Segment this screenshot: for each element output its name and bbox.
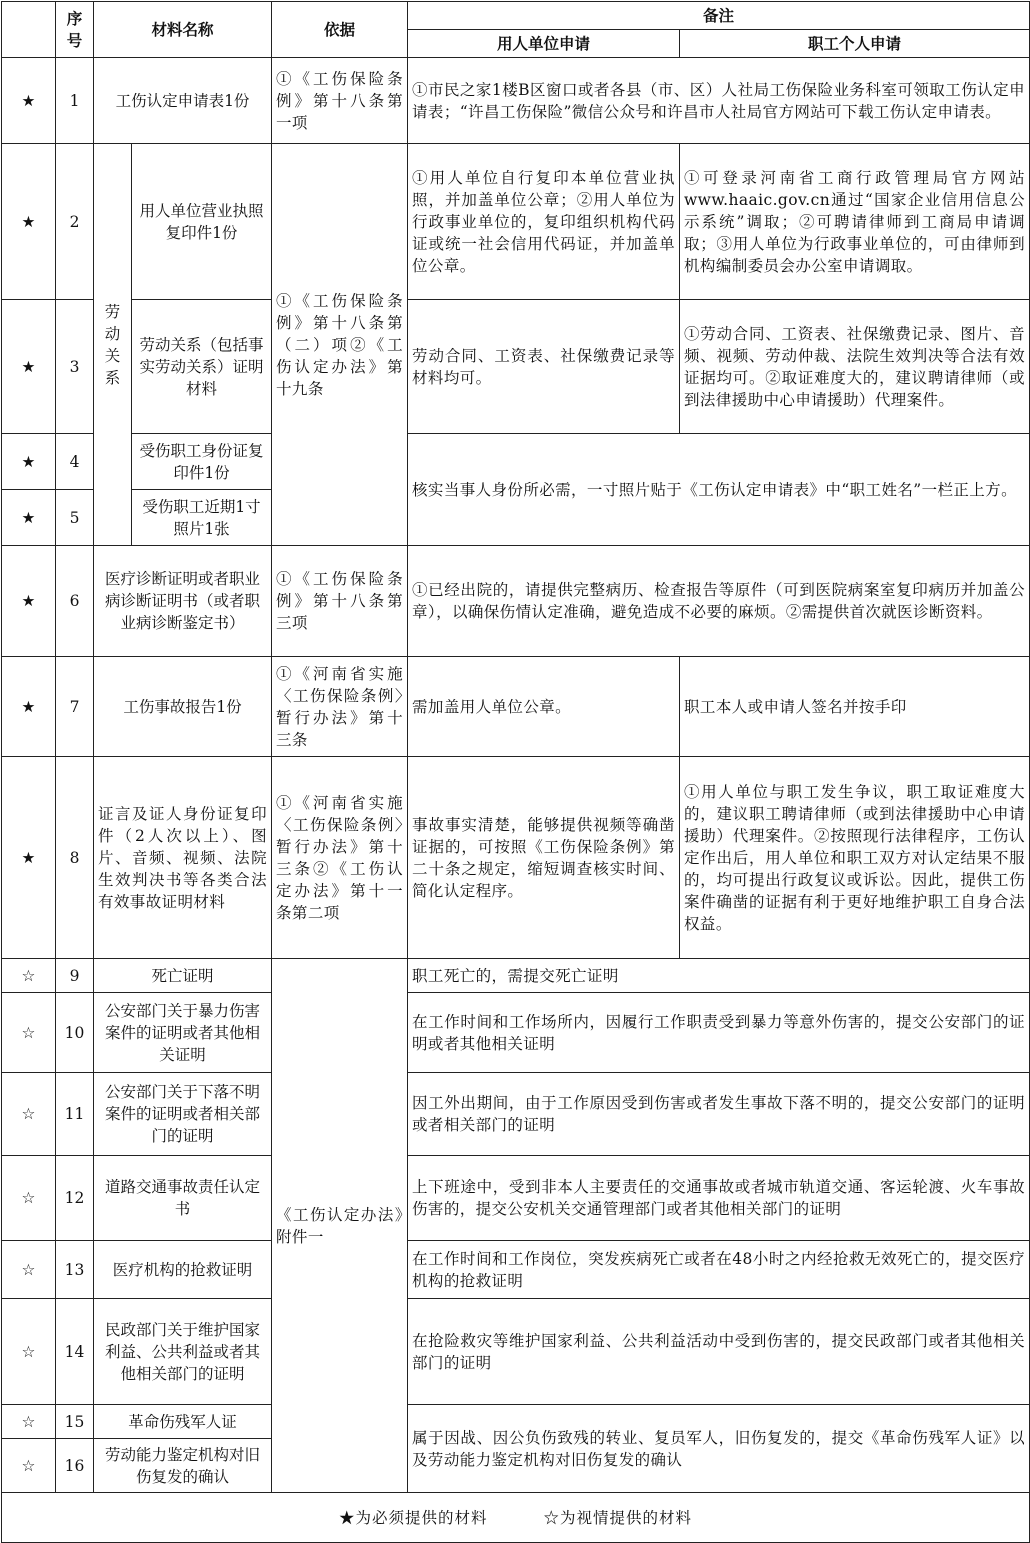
employer-remark: 需加盖用人单位公章。: [408, 657, 680, 757]
material-name: 死亡证明: [94, 959, 272, 993]
remark-cell: ①已经出院的，请提供完整病历、检查报告等原件（可到医院病案室复印病历并加盖公章），以确保伤情认定准确，避免造成不必要的麻烦。②需提供首次就医诊断资料。: [408, 546, 1030, 657]
optional-star-icon: ☆: [2, 1073, 56, 1156]
basis-cell: ①《工伤保险条例》第十八条第一项: [272, 58, 408, 144]
row-number: 2: [56, 144, 94, 300]
basis-cell: ①《河南省实施〈工伤保险条例〉暂行办法》第十三条: [272, 657, 408, 757]
row-number: 1: [56, 58, 94, 144]
material-name: 工伤事故报告1份: [94, 657, 272, 757]
table-row: [2, 757, 1030, 959]
table-row: [2, 1299, 1030, 1405]
required-star-icon: ★: [2, 757, 56, 959]
header-basis: 依据: [272, 2, 408, 58]
material-name: 医疗诊断证明或者职业病诊断证明书（或者职业病诊断鉴定书）: [94, 546, 272, 657]
required-star-icon: ★: [2, 546, 56, 657]
row-number: 5: [56, 490, 94, 546]
labor-relation-group-label: 劳动关系: [94, 144, 132, 546]
required-star-icon: ★: [2, 300, 56, 434]
employer-remark: 劳动合同、工资表、社保缴费记录等材料均可。: [408, 300, 680, 434]
material-name: 公安部门关于暴力伤害案件的证明或者其他相关证明: [94, 993, 272, 1073]
row-number: 12: [56, 1156, 94, 1241]
table-row: [2, 1405, 1030, 1439]
remark-cell: 在工作时间和工作场所内，因履行工作职责受到暴力等意外伤害的，提交公安部门的证明或者其他相关证明: [408, 993, 1030, 1073]
legend-optional: ☆为视情提供的材料: [543, 1508, 693, 1527]
row-number: 9: [56, 959, 94, 993]
optional-star-icon: ☆: [2, 1241, 56, 1299]
material-name: 受伤职工身份证复印件1份: [132, 434, 272, 490]
row-number: 3: [56, 300, 94, 434]
optional-star-icon: ☆: [2, 1439, 56, 1493]
material-name: 受伤职工近期1寸照片1张: [132, 490, 272, 546]
basis-cell: 《工伤认定办法》附件一: [272, 959, 408, 1493]
material-name: 用人单位营业执照复印件1份: [132, 144, 272, 300]
row-number: 15: [56, 1405, 94, 1439]
row-number: 6: [56, 546, 94, 657]
remark-cell: 因工外出期间，由于工作原因受到伤害或者发生事故下落不明的，提交公安部门的证明或者相关部门的证明: [408, 1073, 1030, 1156]
table-row: [2, 1241, 1030, 1299]
material-name: 公安部门关于下落不明案件的证明或者相关部门的证明: [94, 1073, 272, 1156]
table-row: [2, 993, 1030, 1073]
employee-remark: ①可登录河南省工商行政管理局官方网站www.haaic.gov.cn通过“国家企业信用信息公示系统”调取；②可聘请律师到工商局申请调取；③用人单位为行政事业单位的，可由律师到机构编制委员会办公室申请调取。: [680, 144, 1030, 300]
remark-cell: ①市民之家1楼B区窗口或者各县（市、区）人社局工伤保险业务科室可领取工伤认定申请表；“许昌工伤保险”微信公众号和许昌市人社局官方网站可下载工伤认定申请表。: [408, 58, 1030, 144]
row-number: 10: [56, 993, 94, 1073]
table-row: [2, 58, 1030, 144]
required-star-icon: ★: [2, 58, 56, 144]
remark-cell: 职工死亡的，需提交死亡证明: [408, 959, 1030, 993]
table-row: [2, 1156, 1030, 1241]
header-remarks: 备注: [408, 2, 1030, 30]
material-name: 劳动关系（包括事实劳动关系）证明材料: [132, 300, 272, 434]
header-employer: 用人单位申请: [408, 30, 680, 58]
required-star-icon: ★: [2, 657, 56, 757]
optional-star-icon: ☆: [2, 1156, 56, 1241]
header-blank: [2, 2, 56, 58]
employee-remark: ①用人单位与职工发生争议，职工取证难度大的，建议职工聘请律师（或到法律援助中心申请援助）代理案件。②按照现行法律程序，工伤认定作出后，用人单位和职工双方对认定结果不服的，均可提出行政复议或诉讼。因此，提供工伤案件确凿的证据有利于更好地维护职工自身合法权益。: [680, 757, 1030, 959]
row-number: 14: [56, 1299, 94, 1405]
row-number: 8: [56, 757, 94, 959]
employer-remark: 事故事实清楚，能够提供视频等确凿证据的，可按照《工伤保险条例》第二十条之规定，缩短调查核实时间、简化认定程序。: [408, 757, 680, 959]
table-row: [2, 959, 1030, 993]
table-row: [2, 300, 1030, 434]
material-name: 革命伤残军人证: [94, 1405, 272, 1439]
row-number: 4: [56, 434, 94, 490]
table-row: [2, 434, 1030, 490]
row-number: 16: [56, 1439, 94, 1493]
material-name: 证言及证人身份证复印件（2人次以上）、图片、音频、视频、法院生效判决书等各类合法有效事故证明材料: [94, 757, 272, 959]
optional-star-icon: ☆: [2, 1405, 56, 1439]
optional-star-icon: ☆: [2, 959, 56, 993]
header-employee: 职工个人申请: [680, 30, 1030, 58]
material-name: 劳动能力鉴定机构对旧伤复发的确认: [94, 1439, 272, 1493]
required-star-icon: ★: [2, 434, 56, 490]
optional-star-icon: ☆: [2, 1299, 56, 1405]
row-number: 11: [56, 1073, 94, 1156]
basis-cell: ①《工伤保险条例》第十八条第三项: [272, 546, 408, 657]
legend: [2, 1493, 1030, 1543]
required-star-icon: ★: [2, 490, 56, 546]
remark-cell: 在抢险救灾等维护国家利益、公共利益活动中受到伤害的，提交民政部门或者其他相关部门的证明: [408, 1299, 1030, 1405]
employee-remark: ①劳动合同、工资表、社保缴费记录、图片、音频、视频、劳动仲裁、法院生效判决等合法有效证据均可。②取证难度大的，建议聘请律师（或到法律援助中心申请援助）代理案件。: [680, 300, 1030, 434]
basis-cell: ①《工伤保险条例》第十八条第（二）项②《工伤认定办法》第十九条: [272, 144, 408, 546]
material-name: 医疗机构的抢救证明: [94, 1241, 272, 1299]
optional-star-icon: ☆: [2, 993, 56, 1073]
remark-cell: 上下班途中，受到非本人主要责任的交通事故或者城市轨道交通、客运轮渡、火车事故伤害的，提交公安机关交通管理部门或者其他相关部门的证明: [408, 1156, 1030, 1241]
legend-row: [2, 1493, 1030, 1543]
table-row: [2, 144, 1030, 300]
table-row: [2, 657, 1030, 757]
material-name: 民政部门关于维护国家利益、公共利益或者其他相关部门的证明: [94, 1299, 272, 1405]
employer-remark: ①用人单位自行复印本单位营业执照，并加盖单位公章；②用人单位为行政事业单位的，复印组织机构代码证或统一社会信用代码证，并加盖单位公章。: [408, 144, 680, 300]
remark-cell: 核实当事人身份所必需，一寸照片贴于《工伤认定申请表》中“职工姓名”一栏正上方。: [408, 434, 1030, 546]
header-seq: 序号: [56, 2, 94, 58]
materials-table: [1, 1, 1030, 1543]
material-name: 道路交通事故责任认定书: [94, 1156, 272, 1241]
table-row: [2, 1073, 1030, 1156]
table-row: [2, 546, 1030, 657]
remark-cell: 在工作时间和工作岗位，突发疾病死亡或者在48小时之内经抢救无效死亡的，提交医疗机构的抢救证明: [408, 1241, 1030, 1299]
remark-cell: 属于因战、因公负伤致残的转业、复员军人，旧伤复发的，提交《革命伤残军人证》以及劳动能力鉴定机构对旧伤复发的确认: [408, 1405, 1030, 1493]
row-number: 7: [56, 657, 94, 757]
row-number: 13: [56, 1241, 94, 1299]
employee-remark: 职工本人或申请人签名并按手印: [680, 657, 1030, 757]
required-star-icon: ★: [2, 144, 56, 300]
material-name: 工伤认定申请表1份: [94, 58, 272, 144]
basis-cell: ①《河南省实施〈工伤保险条例〉暂行办法》第十三条②《工伤认定办法》第十一条第二项: [272, 757, 408, 959]
legend-required: ★为必须提供的材料: [339, 1508, 488, 1527]
header-material: 材料名称: [94, 2, 272, 58]
